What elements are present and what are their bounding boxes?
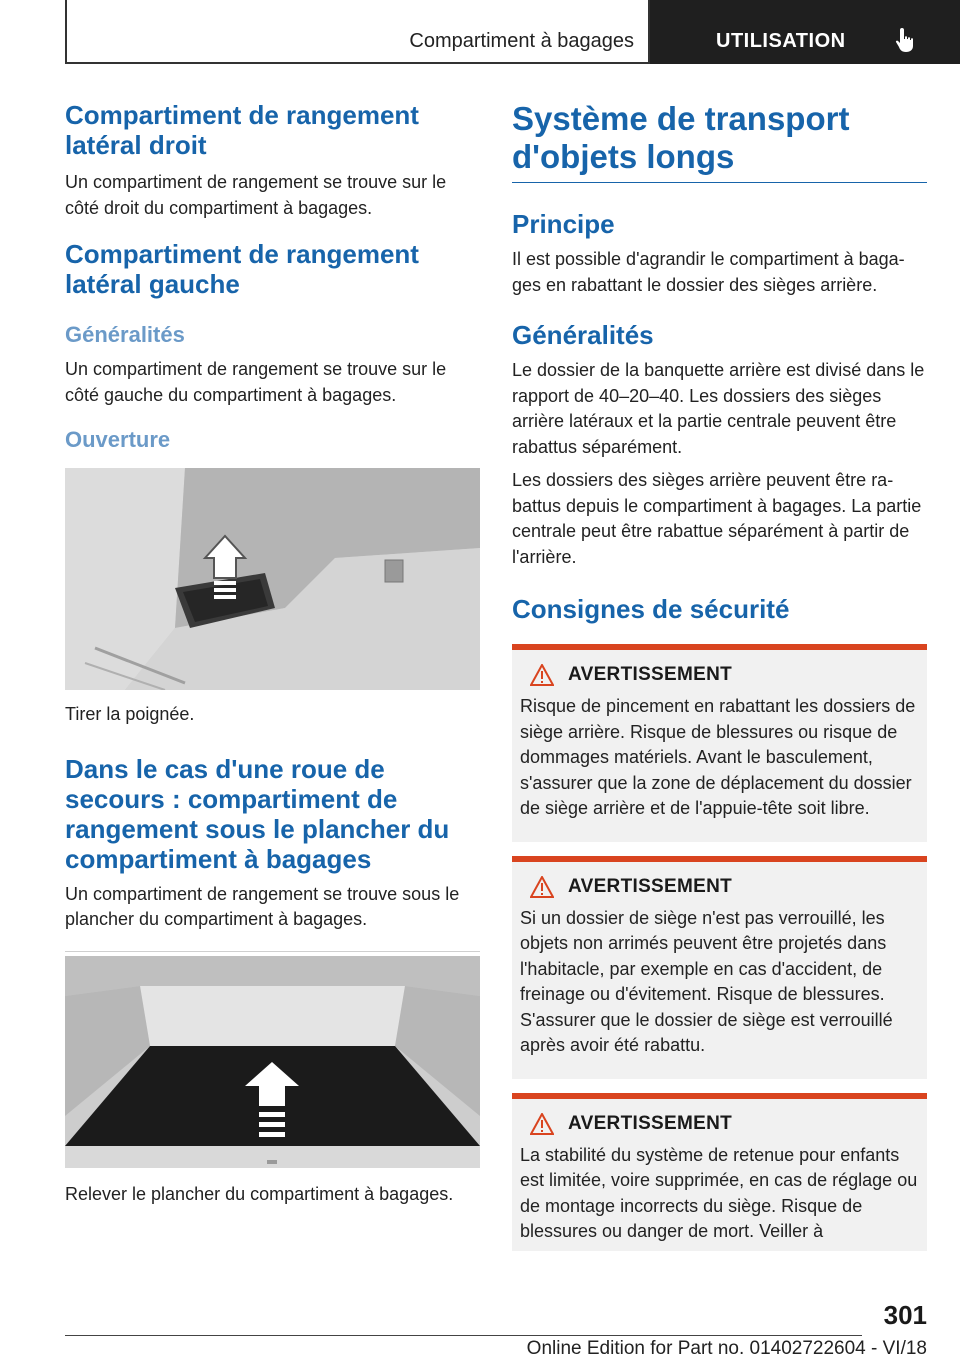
side-compartment-illustration [65, 468, 480, 690]
text-left-storage: Un compartiment de rangement se trouve sur le côté gauche du compartiment à bagages. [65, 359, 447, 405]
heading-long-objects-system: Système de transport d'objets longs [512, 100, 850, 175]
heading-principe: Principe [512, 209, 615, 239]
text-generalites-2: Les dossiers des sièges arrière peuvent être rabattus depuis le compartiment à bagages. La partie centrale peut être rabattue séparément à partir de l'arrière. [512, 470, 922, 567]
header-section-title: Compartiment à bagages [409, 30, 634, 52]
text-spare-wheel: Un compartiment de rangement se trouve sous le plancher du compartiment à bagages. [65, 883, 460, 929]
warning-title: AVERTISSEMENT [568, 1112, 733, 1134]
header-chapter-tab [650, 0, 960, 64]
warning-triangle-icon [530, 876, 554, 898]
heading-consignes: Consignes de sécurité [512, 594, 790, 624]
warning-box-3 [512, 1093, 927, 1251]
trunk-floor-illustration [65, 956, 480, 1168]
text-principe: Il est possible d'agrandir le compartiment à bagages en rabattant le dossier des sièges arrière. [512, 249, 905, 295]
photo-trunk-floor [65, 956, 480, 1168]
heading-left-storage: Compartiment de rangement latéral gauche [65, 239, 419, 299]
warning-box-2 [512, 856, 927, 1079]
warning-triangle-icon [530, 664, 554, 686]
warning-text: Si un dossier de siège n'est pas verrouillé, les objets non arrimés peuvent être projetés dans l'habitacle, par exemple en cas d'accident, de freinage ou d'évitement. Risque de blessures. S'assurer que le dossier de siège est verrouillé après avoir été rabattu. [520, 907, 893, 1055]
footer-edition: Online Edition for Part no. 01402722604 - VI/18 [526, 1338, 927, 1359]
warning-text: Risque de pincement en rabattant les dossiers de siège arrière. Risque de blessures ou risque de dommages matériels. Avant le basculement, s'assurer que la zone de déplacement du dossier de siège arrière et de l'appuie-tête soit libre. [520, 696, 916, 818]
heading-ouverture: Ouverture [65, 427, 171, 452]
heading-generalites-left: Généralités [65, 322, 185, 347]
heading-rule [512, 182, 927, 183]
heading-spare-wheel: Dans le cas d'une roue de secours : compartiment de rangement sous le plancher du compartiment à bagages [65, 753, 450, 874]
warning-box-1 [512, 644, 927, 842]
heading-generalites-right: Généralités [512, 320, 654, 350]
caption-pull-handle: Tirer la poignée. [65, 704, 195, 724]
warning-title: AVERTISSEMENT [568, 664, 733, 685]
right-column [512, 100, 927, 1251]
footer-rule [65, 1335, 862, 1336]
warning-text: La stabilité du système de retenue pour enfants est limitée, voire supprimée, en cas de réglage ou de montage incorrects du siège. Risque de blessures ou danger de mort. Veiller à [520, 1144, 918, 1241]
warning-triangle-icon [530, 1113, 554, 1135]
left-column [65, 100, 480, 1207]
warning-title: AVERTISSEMENT [568, 875, 733, 897]
page-number: 301 [883, 1300, 927, 1330]
text-generalites-1: Le dossier de la banquette arrière est divisé dans le rapport de 40–20–40. Les dossiers des sièges arrière latéraux et la partie centrale peuvent être rabattus séparément. [512, 360, 925, 457]
text-right-storage: Un compartiment de rangement se trouve sur le côté droit du compartiment à bagages. [65, 172, 447, 218]
caption-lift-floor: Relever le plancher du compartiment à bagages. [65, 1183, 454, 1204]
heading-right-storage: Compartiment de rangement latéral droit [65, 100, 419, 160]
header-section-box [65, 0, 650, 64]
divider [65, 951, 480, 952]
photo-side-compartment-handle [65, 468, 480, 690]
pointing-hand-icon [894, 26, 918, 54]
header-chapter-label: UTILISATION [716, 30, 846, 52]
